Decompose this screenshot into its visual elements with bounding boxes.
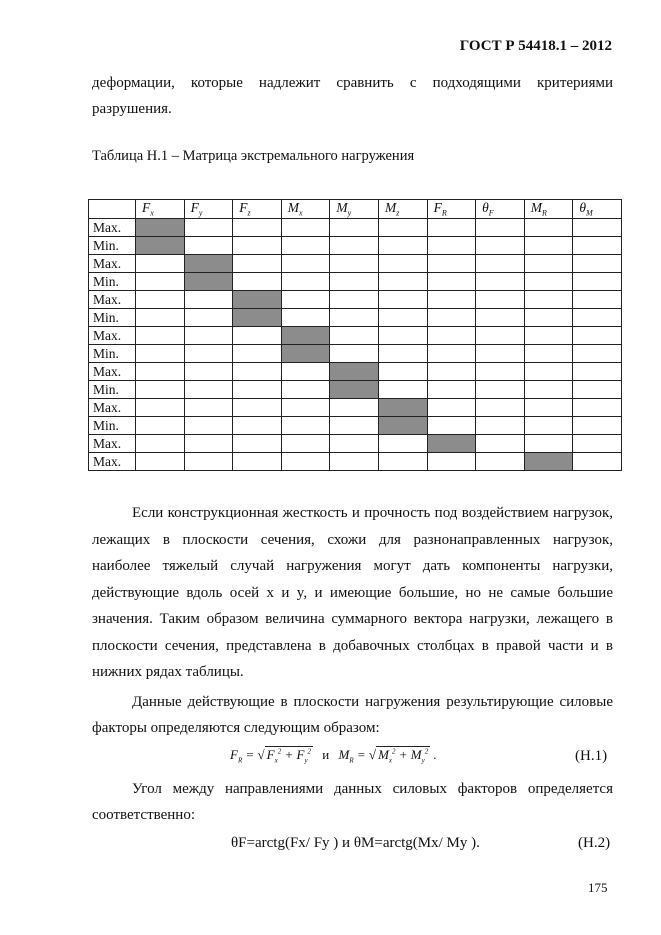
table-cell — [573, 453, 622, 471]
paragraph-resultant: Данные действующие в плоскости нагружения результирующие силовые факторы определяются следующим образом: — [92, 694, 613, 736]
table-cell — [524, 435, 573, 453]
row-label: Min. — [89, 345, 136, 363]
table-cell — [427, 237, 476, 255]
table-cell — [524, 381, 573, 399]
table-cell — [136, 363, 185, 381]
table-cell — [378, 309, 427, 327]
table-cell — [233, 237, 282, 255]
highlighted-cell — [330, 381, 379, 399]
table-row — [89, 273, 622, 291]
highlighted-cell — [330, 363, 379, 381]
column-header: $M_z$ — [378, 200, 427, 219]
table-cell — [184, 363, 233, 381]
table-cell — [233, 435, 282, 453]
table-cell — [281, 381, 330, 399]
table-cell — [330, 309, 379, 327]
table-cell — [184, 399, 233, 417]
paragraph-intro: деформации, которые надлежит сравнить с подходящими критериями разрушения. — [92, 75, 613, 117]
column-header: $M_R$ — [524, 200, 573, 219]
table-cell — [378, 453, 427, 471]
table-cell — [476, 381, 525, 399]
table-cell — [427, 417, 476, 435]
highlighted-cell — [378, 399, 427, 417]
row-label: Min. — [89, 417, 136, 435]
table-cell — [476, 453, 525, 471]
table-cell — [476, 309, 525, 327]
table-cell — [573, 291, 622, 309]
formula-fr: $F_R$ = √ $F_x^2 + F_y^2$ — [230, 747, 312, 765]
table-cell — [427, 273, 476, 291]
extreme-load-matrix — [88, 199, 622, 471]
table-cell — [573, 327, 622, 345]
paragraph-angle: Угол между направлениями данных силовых факторов определяется соответственно: — [92, 781, 613, 823]
table-cell — [330, 345, 379, 363]
column-header: $F_x$ — [136, 200, 185, 219]
table-cell — [524, 255, 573, 273]
table-cell — [136, 399, 185, 417]
table-cell — [427, 345, 476, 363]
row-label: Max. — [89, 363, 136, 381]
table-row — [89, 399, 622, 417]
table-body — [89, 219, 622, 471]
table-cell — [330, 291, 379, 309]
highlighted-cell — [184, 255, 233, 273]
column-header: $\theta_F$ — [476, 200, 525, 219]
highlighted-cell — [233, 309, 282, 327]
table-cell — [330, 399, 379, 417]
table-cell — [573, 399, 622, 417]
page-number: 175 — [588, 880, 608, 895]
column-header: $\theta_M$ — [573, 200, 622, 219]
table-cell — [233, 453, 282, 471]
row-label: Min. — [89, 309, 136, 327]
table-row — [89, 381, 622, 399]
row-label: Max. — [89, 453, 136, 471]
table-cell — [184, 381, 233, 399]
table-cell — [136, 291, 185, 309]
equation-number-1: (Н.1) — [575, 748, 608, 764]
table-row — [89, 345, 622, 363]
table-cell — [330, 255, 379, 273]
table-cell — [378, 435, 427, 453]
table-cell — [330, 417, 379, 435]
equation-number-2: (Н.2) — [578, 835, 611, 851]
table-cell — [476, 273, 525, 291]
table-cell — [573, 345, 622, 363]
equation-resultants — [230, 746, 437, 765]
highlighted-cell — [427, 435, 476, 453]
table-cell — [281, 309, 330, 327]
table-cell — [573, 219, 622, 237]
table-cell — [281, 417, 330, 435]
table-row — [89, 435, 622, 453]
table-cell — [233, 219, 282, 237]
row-label: Min. — [89, 381, 136, 399]
corner-cell — [89, 200, 136, 219]
table-cell — [378, 345, 427, 363]
row-label: Min. — [89, 273, 136, 291]
table-cell — [524, 309, 573, 327]
table-cell — [281, 435, 330, 453]
equation-connector: и — [322, 747, 330, 762]
table-cell — [427, 309, 476, 327]
table-cell — [378, 273, 427, 291]
table-cell — [476, 237, 525, 255]
table-row — [89, 417, 622, 435]
table-cell — [427, 219, 476, 237]
table-cell — [524, 399, 573, 417]
table-cell — [573, 435, 622, 453]
table-cell — [233, 417, 282, 435]
table-cell — [184, 327, 233, 345]
formula-mr: $M_R$ = √ $M_x^2 + M_y^2$ . — [338, 747, 437, 765]
table-row — [89, 237, 622, 255]
table-cell — [524, 237, 573, 255]
table-cell — [524, 291, 573, 309]
table-cell — [330, 327, 379, 345]
table-cell — [476, 291, 525, 309]
highlighted-cell — [136, 237, 185, 255]
paragraph-stiffness: Если конструкционная жесткость и прочность под воздействием нагрузок, лежащих в плоскости сечения, схожи для разнонаправленных нагрузок, наиболее тяжелый случай нагружения могут дать компоненты нагрузки, действующие вдоль осей x и y, и имеющие большие, но не самые большие значения. Таким образом величина суммарного вектора нагрузки, лежащего в плоскости сечения, представлена в добавочных столбцах в правой части и в нижних рядах таблицы. — [92, 505, 613, 680]
table-cell — [573, 417, 622, 435]
table-cell — [476, 417, 525, 435]
row-label: Max. — [89, 219, 136, 237]
row-label: Max. — [89, 399, 136, 417]
table-cell — [233, 363, 282, 381]
row-label: Max. — [89, 255, 136, 273]
column-header: $F_R$ — [427, 200, 476, 219]
table-cell — [330, 273, 379, 291]
highlighted-cell — [378, 417, 427, 435]
table-cell — [233, 255, 282, 273]
row-label: Max. — [89, 435, 136, 453]
table-cell — [573, 255, 622, 273]
row-label: Max. — [89, 291, 136, 309]
table-cell — [136, 435, 185, 453]
table-cell — [524, 363, 573, 381]
row-label: Min. — [89, 237, 136, 255]
table-cell — [136, 327, 185, 345]
table-row — [89, 255, 622, 273]
table-cell — [184, 291, 233, 309]
table-cell — [427, 453, 476, 471]
table-cell — [281, 273, 330, 291]
table-cell — [184, 219, 233, 237]
table-cell — [330, 237, 379, 255]
table-cell — [281, 453, 330, 471]
table-cell — [281, 399, 330, 417]
table-row — [89, 453, 622, 471]
highlighted-cell — [136, 219, 185, 237]
table-row — [89, 363, 622, 381]
table-cell — [427, 399, 476, 417]
table-cell — [136, 345, 185, 363]
table-cell — [184, 345, 233, 363]
table-cell — [573, 309, 622, 327]
highlighted-cell — [281, 345, 330, 363]
table-cell — [330, 435, 379, 453]
table-cell — [427, 327, 476, 345]
table-cell — [233, 345, 282, 363]
table-cell — [330, 219, 379, 237]
table-cell — [184, 309, 233, 327]
table-cell — [378, 381, 427, 399]
table-cell — [136, 381, 185, 399]
table-cell — [573, 363, 622, 381]
table-cell — [281, 219, 330, 237]
table-caption: Таблица Н.1 – Матрица экстремального нагружения — [92, 148, 415, 164]
table-cell — [136, 453, 185, 471]
table-row — [89, 291, 622, 309]
highlighted-cell — [281, 327, 330, 345]
table-cell — [378, 219, 427, 237]
table-cell — [330, 453, 379, 471]
table-cell — [427, 291, 476, 309]
table-cell — [233, 327, 282, 345]
document-header: ГОСТ Р 54418.1 – 2012 — [459, 38, 612, 54]
table-cell — [281, 237, 330, 255]
table-cell — [233, 399, 282, 417]
table-cell — [524, 327, 573, 345]
table-cell — [524, 219, 573, 237]
column-header: $F_y$ — [184, 200, 233, 219]
table-cell — [427, 363, 476, 381]
table-row — [89, 327, 622, 345]
table-cell — [184, 453, 233, 471]
table-cell — [378, 237, 427, 255]
table-cell — [476, 345, 525, 363]
highlighted-cell — [184, 273, 233, 291]
table-cell — [136, 417, 185, 435]
highlighted-cell — [524, 453, 573, 471]
table-cell — [476, 219, 525, 237]
table-cell — [184, 435, 233, 453]
row-label: Max. — [89, 327, 136, 345]
column-header: $F_z$ — [233, 200, 282, 219]
table-cell — [136, 255, 185, 273]
table-cell — [184, 417, 233, 435]
table-cell — [476, 399, 525, 417]
table-cell — [476, 363, 525, 381]
table-cell — [524, 345, 573, 363]
column-header: $M_x$ — [281, 200, 330, 219]
table-cell — [524, 273, 573, 291]
table-row — [89, 309, 622, 327]
table-cell — [281, 291, 330, 309]
table-cell — [233, 381, 282, 399]
highlighted-cell — [233, 291, 282, 309]
table-cell — [573, 273, 622, 291]
table-cell — [233, 273, 282, 291]
table-cell — [573, 237, 622, 255]
table-cell — [378, 363, 427, 381]
table-cell — [136, 309, 185, 327]
table-cell — [378, 327, 427, 345]
table-header-row — [89, 200, 622, 219]
table-cell — [136, 273, 185, 291]
table-cell — [427, 255, 476, 273]
equation-angles: θF=arctg(Fx/ Fy ) и θM=arctg(Mx/ My ). — [231, 835, 480, 851]
column-header: $M_y$ — [330, 200, 379, 219]
table-cell — [524, 417, 573, 435]
table-row — [89, 219, 622, 237]
table-cell — [184, 237, 233, 255]
table-cell — [476, 255, 525, 273]
table-cell — [573, 381, 622, 399]
table-cell — [476, 435, 525, 453]
table-cell — [281, 363, 330, 381]
table-cell — [378, 291, 427, 309]
table-cell — [427, 381, 476, 399]
table-cell — [378, 255, 427, 273]
table-cell — [281, 255, 330, 273]
table-cell — [476, 327, 525, 345]
